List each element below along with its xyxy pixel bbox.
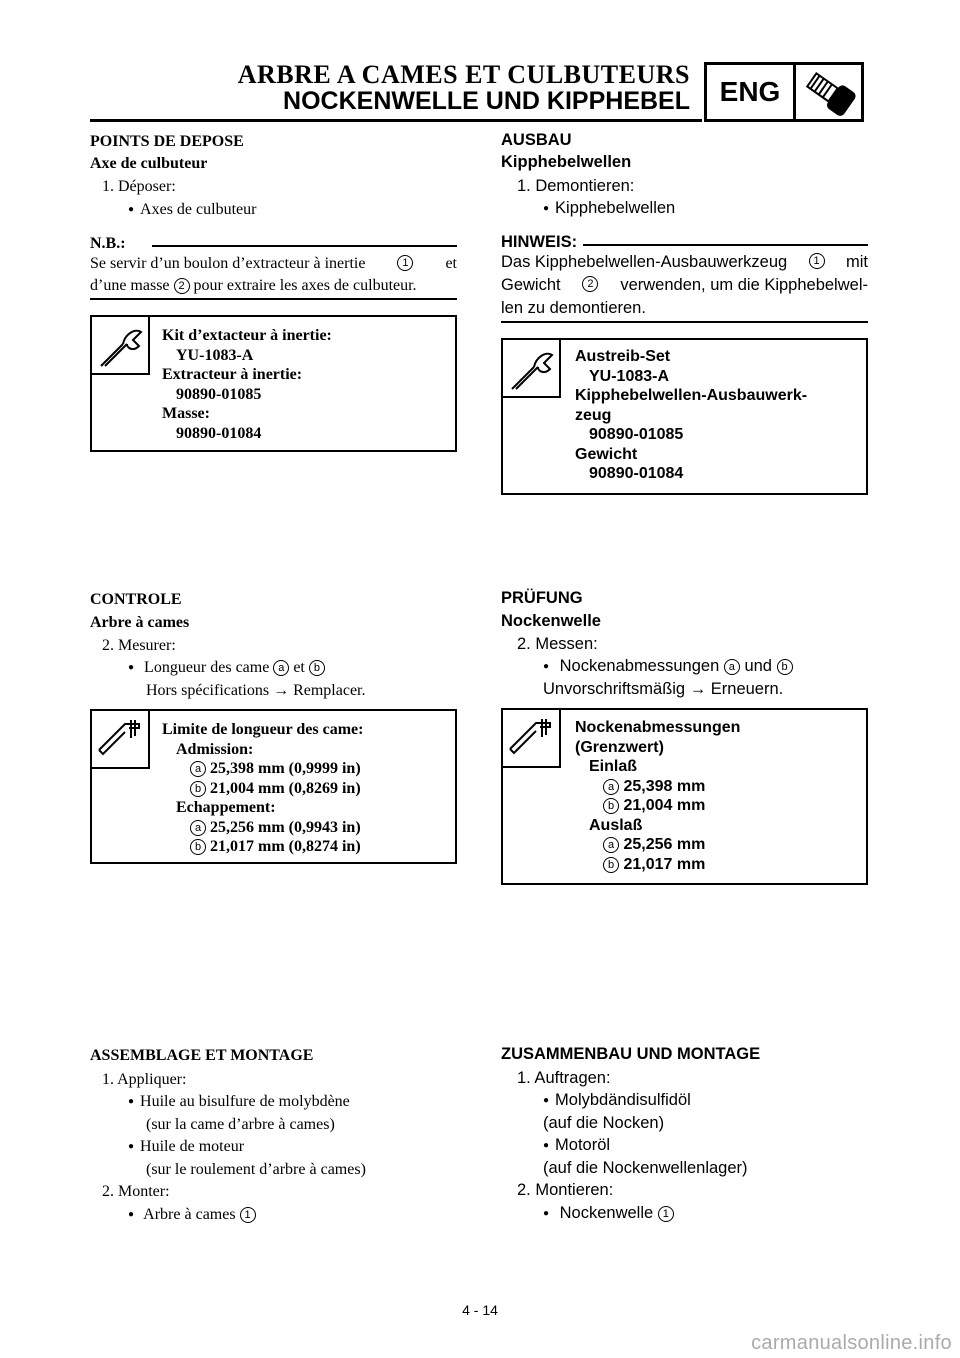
de-tool-box xyxy=(501,338,868,495)
tool-part: YU-1083-A xyxy=(589,367,670,385)
limit-exhaust-label: Auslaß xyxy=(589,816,643,834)
limit-value: 21,017 mm xyxy=(623,855,706,873)
limit-value: 21,004 mm (0,8269 in) xyxy=(210,779,361,797)
de-a-item2: ● Motoröl xyxy=(543,1136,610,1155)
de-note-rule-top xyxy=(583,244,868,246)
fr-note-text: et xyxy=(445,255,457,272)
fr-assembly-heading: ASSEMBLAGE ET MONTAGE xyxy=(90,1047,314,1064)
ref-1: 1 xyxy=(240,1207,256,1223)
de-note-text: verwenden, um die Kipphebelwel- xyxy=(620,276,868,294)
french-column xyxy=(90,0,457,1300)
limit-value: 25,256 mm (0,9943 in) xyxy=(210,818,361,836)
tool-label: Masse: xyxy=(162,405,210,422)
de-assembly-heading: ZUSAMMENBAU UND MONTAGE xyxy=(501,1045,761,1063)
ref-2: 2 xyxy=(582,276,598,292)
fr-step1: 1. Déposer: xyxy=(102,178,176,195)
ref-a: a xyxy=(724,659,740,675)
tool-part: 90890-01084 xyxy=(176,424,262,442)
fr-step2-text: et xyxy=(293,659,305,676)
de-a-item3-text: Nockenwelle xyxy=(559,1204,654,1222)
tool-part: YU-1083-A xyxy=(176,346,254,364)
fr-note-line2 xyxy=(90,277,417,295)
fr-a-step1: 1. Appliquer: xyxy=(102,1071,187,1088)
tool-label: Gewicht xyxy=(575,445,638,463)
header-title-de: NOCKENWELLE UND KIPPHEBEL xyxy=(283,87,690,115)
de-a-item1-sub: (auf die Nocken) xyxy=(543,1114,665,1132)
limit-value: 25,398 mm (0,9999 in) xyxy=(210,760,361,777)
tool-label: Kipphebelwellen-Ausbauwerk- xyxy=(575,387,808,404)
limit-value: 25,256 mm xyxy=(623,836,706,853)
fr-limit-list xyxy=(162,720,363,857)
de-note-line1 xyxy=(501,253,868,272)
de-check-sub: Nockenwelle xyxy=(501,612,601,630)
de-tool-list xyxy=(575,347,807,484)
fr-note-text: pour extraire les axes de culbuteur. xyxy=(193,277,417,294)
tool-part: 90890-01085 xyxy=(589,426,684,443)
fr-a-item3-text: Arbre à cames xyxy=(143,1206,236,1223)
limit-title: Nockenabmessungen xyxy=(575,719,741,736)
fr-note-rule-top xyxy=(152,245,457,247)
de-removal-heading: AUSBAU xyxy=(501,131,572,149)
header-title-fr: ARBRE A CAMES ET CULBUTEURS xyxy=(237,60,690,89)
tool-label: zeug xyxy=(575,406,612,424)
limit-value: 21,004 mm xyxy=(623,797,706,814)
de-limit-list xyxy=(575,718,740,874)
fr-note-line1 xyxy=(90,255,457,273)
ref-a: a xyxy=(603,779,619,795)
fr-a-item2-sub: (sur le roulement d’arbre à cames) xyxy=(146,1161,366,1178)
tool-label: Extracteur à inertie: xyxy=(162,366,303,383)
fr-check-heading: CONTROLE xyxy=(90,591,182,608)
ref-2: 2 xyxy=(174,278,190,294)
de-a-step1: 1. Auftragen: xyxy=(517,1069,611,1087)
fr-step2-text: Longueur des came xyxy=(144,659,270,676)
fr-note-rule-bottom xyxy=(90,298,457,300)
fr-note-text: Se servir d’un boulon d’extracteur à inertie xyxy=(90,255,366,272)
limit-intake-label: Admission: xyxy=(176,740,254,758)
caliper-icon xyxy=(503,710,561,768)
de-a-step2: 2. Montieren: xyxy=(517,1181,614,1199)
fr-note-label: N.B.: xyxy=(90,235,126,252)
de-step2-text: und xyxy=(744,657,772,675)
de-note-label: HINWEIS: xyxy=(501,233,578,251)
de-note-rule-bottom xyxy=(501,321,868,323)
fr-step2-note: Hors spécifications → Remplacer. xyxy=(146,682,366,699)
fr-a-item1: ● Huile au bisulfure de molybdène xyxy=(128,1093,350,1111)
ref-a: a xyxy=(190,820,206,836)
limit-value: 25,398 mm xyxy=(623,777,706,795)
de-note-text: mit xyxy=(845,253,868,271)
de-step1: 1. Demontieren: xyxy=(517,177,635,195)
special-tool-icon xyxy=(503,340,561,398)
limit-value: 21,017 mm (0,8274 in) xyxy=(210,838,361,855)
fr-step2: 2. Mesurer: xyxy=(102,637,176,654)
fr-tool-list xyxy=(162,326,332,443)
section-badge-label: ENG xyxy=(707,65,796,119)
de-note-line3: len zu demontieren. xyxy=(501,299,646,317)
ref-a: a xyxy=(273,660,289,676)
fr-removal-sub: Axe de culbuteur xyxy=(90,155,208,172)
tool-part: 90890-01085 xyxy=(176,385,262,403)
fr-a-item3 xyxy=(128,1206,256,1224)
fr-step1-item: ● Axes de culbuteur xyxy=(128,201,256,219)
de-a-item1: ● Molybdändisulfidöl xyxy=(543,1091,691,1110)
de-a-item2-sub: (auf die Nockenwellenlager) xyxy=(543,1159,748,1177)
de-step2-note: Unvorschriftsmäßig → Erneuern. xyxy=(543,680,784,698)
limit-intake-label: Einlaß xyxy=(589,758,638,775)
ref-1: 1 xyxy=(397,255,413,271)
ref-1: 1 xyxy=(658,1206,674,1222)
watermark: carmanualsonline.info xyxy=(751,1332,952,1354)
de-removal-sub: Kipphebelwellen xyxy=(501,153,632,171)
fr-a-step2: 2. Monter: xyxy=(102,1183,170,1200)
limit-title: Limite de longueur des came: xyxy=(162,721,364,738)
de-step2-item xyxy=(543,657,793,676)
tool-label: Austreib-Set xyxy=(575,348,671,365)
tool-label: Kit d’extacteur à inertie: xyxy=(162,327,332,344)
ref-b: b xyxy=(190,839,206,855)
fr-tool-box xyxy=(90,315,457,452)
de-step2: 2. Messen: xyxy=(517,635,598,653)
ref-a: a xyxy=(190,761,206,777)
fr-note-text: d’une masse xyxy=(90,277,170,294)
de-note-line2 xyxy=(501,276,868,295)
caliper-icon xyxy=(92,711,150,769)
fr-limit-box xyxy=(90,709,457,864)
tool-part: 90890-01084 xyxy=(589,465,684,482)
de-check-heading: PRÜFUNG xyxy=(501,589,583,607)
de-step1-item: ● Kipphebelwellen xyxy=(543,199,675,218)
fr-a-item2: ● Huile de moteur xyxy=(128,1138,244,1156)
limit-title: (Grenzwert) xyxy=(575,738,664,756)
de-note-text: Gewicht xyxy=(501,276,561,294)
ref-b: b xyxy=(777,659,793,675)
german-column xyxy=(501,0,868,1300)
fr-step2-item xyxy=(128,659,325,677)
special-tool-icon xyxy=(92,317,150,375)
ref-b: b xyxy=(190,781,206,797)
ref-b: b xyxy=(603,798,619,814)
limit-exhaust-label: Echappement: xyxy=(176,799,276,816)
ref-b: b xyxy=(309,660,325,676)
de-a-item3 xyxy=(543,1204,674,1223)
fr-check-sub: Arbre à cames xyxy=(90,614,190,631)
fr-removal-heading: POINTS DE DEPOSE xyxy=(90,133,244,150)
de-note-text: Das Kipphebelwellen-Ausbauwerkzeug xyxy=(501,253,788,271)
ref-b: b xyxy=(603,857,619,873)
fr-a-item1-sub: (sur la came d’arbre à cames) xyxy=(146,1116,335,1133)
ref-1: 1 xyxy=(809,253,825,269)
ref-a: a xyxy=(603,837,619,853)
de-step2-text: Nockenabmessungen xyxy=(559,657,720,675)
de-limit-box xyxy=(501,708,868,885)
page-number: 4 - 14 xyxy=(462,1302,498,1318)
